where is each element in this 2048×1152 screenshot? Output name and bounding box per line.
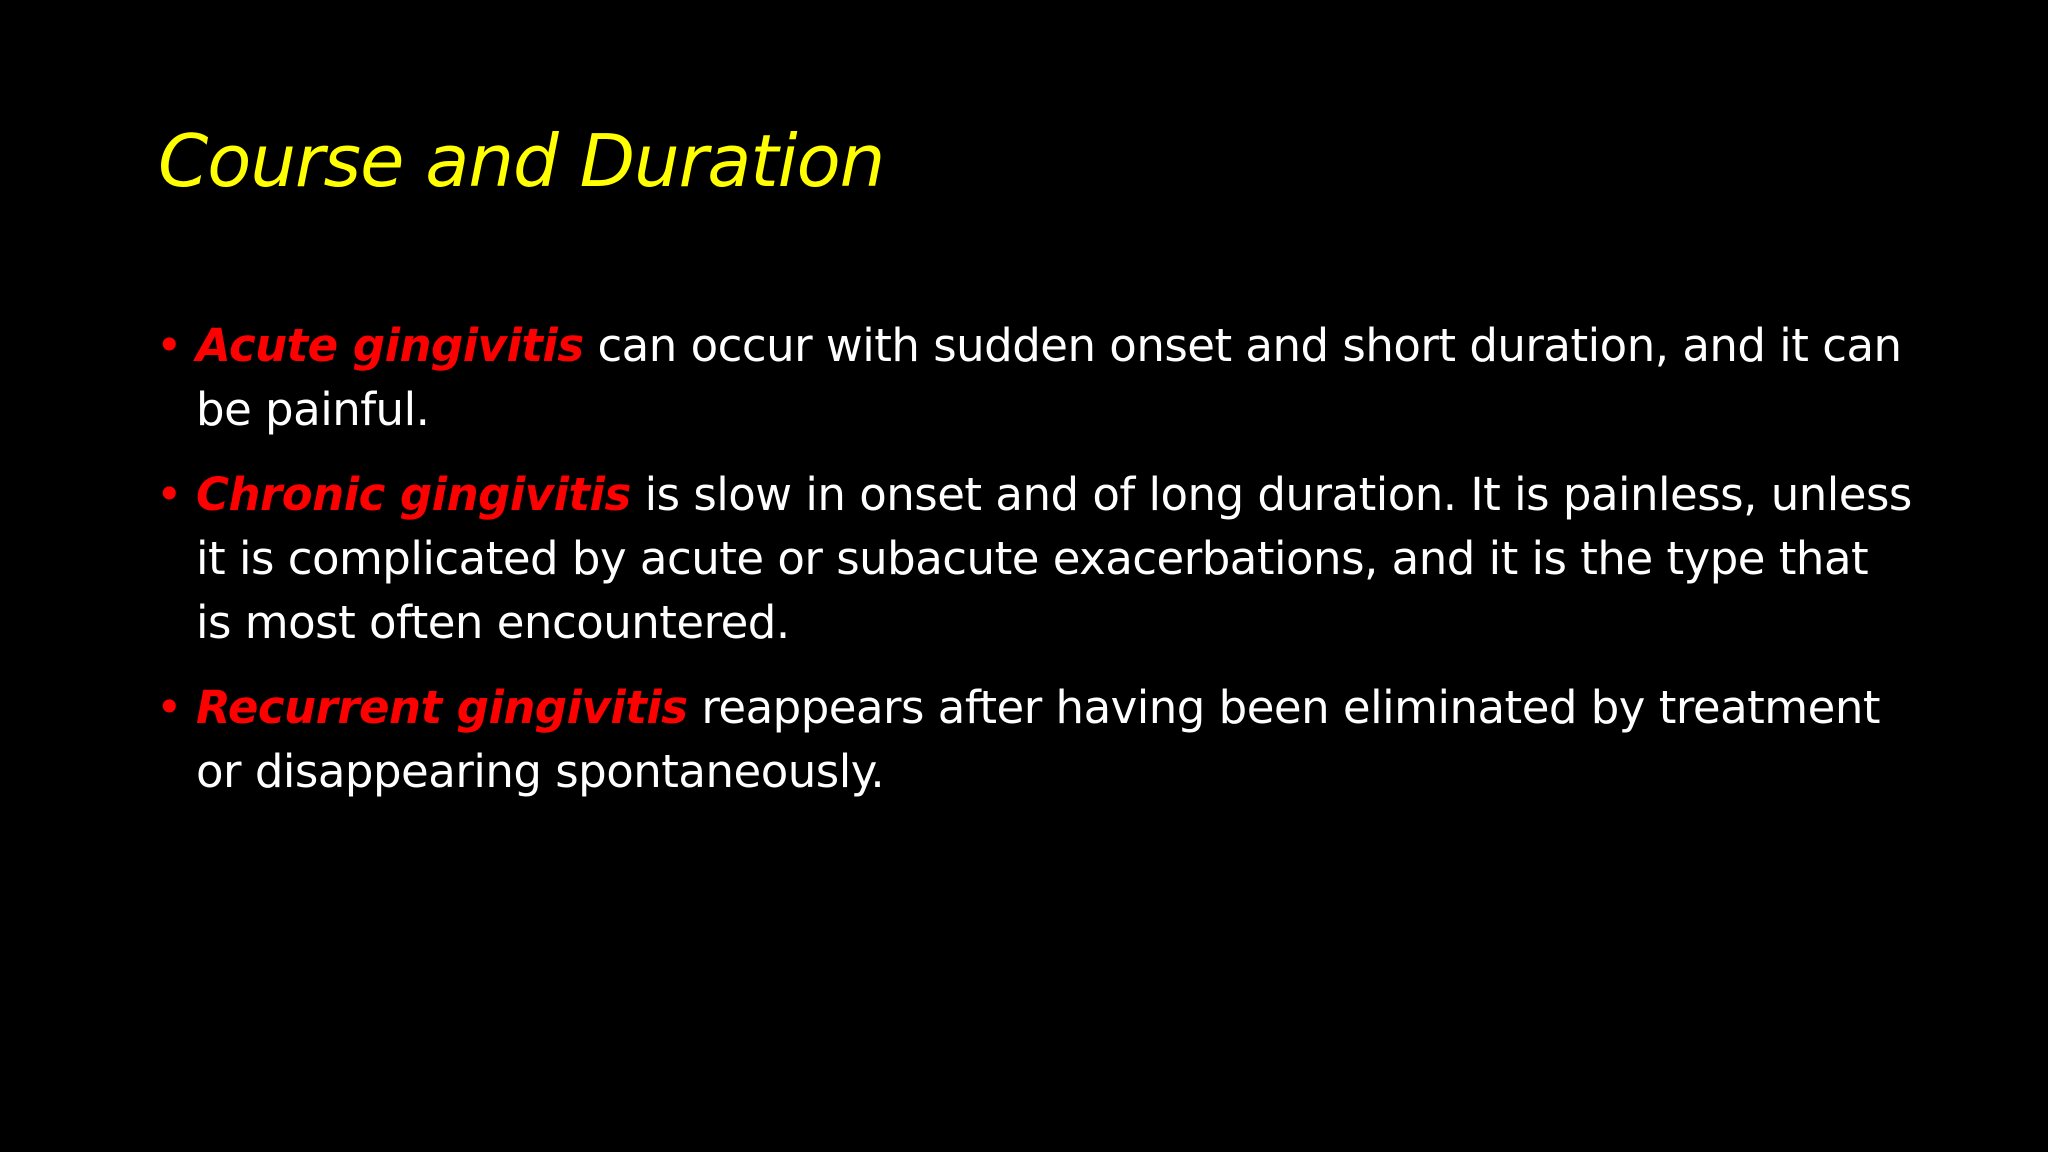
bullet-dot-icon: • (156, 319, 183, 372)
bullet-item-acute (156, 314, 1916, 442)
bullet-dot-icon: • (156, 468, 183, 521)
term-recurrent-gingivitis: Recurrent gingivitis (196, 681, 688, 734)
slide-title: Course and Duration (158, 119, 885, 203)
bullet-dot-icon: • (156, 681, 183, 734)
description-recurrent: reappears after having been eliminated by treatment or disappearing spontaneously. (196, 681, 1880, 798)
bullet-item-recurrent (156, 676, 1916, 804)
bullet-item-chronic (156, 463, 1916, 655)
description-chronic: is slow in onset and of long duration. It is painless, unless it is complicated by acute or subacute exacerbations, and it is the type that is most often encountered. (196, 468, 1912, 649)
term-acute-gingivitis: Acute gingivitis (196, 319, 584, 372)
bullet-list (156, 314, 1916, 825)
description-acute: can occur with sudden onset and short duration, and it can be painful. (196, 319, 1902, 436)
term-chronic-gingivitis: Chronic gingivitis (196, 468, 631, 521)
